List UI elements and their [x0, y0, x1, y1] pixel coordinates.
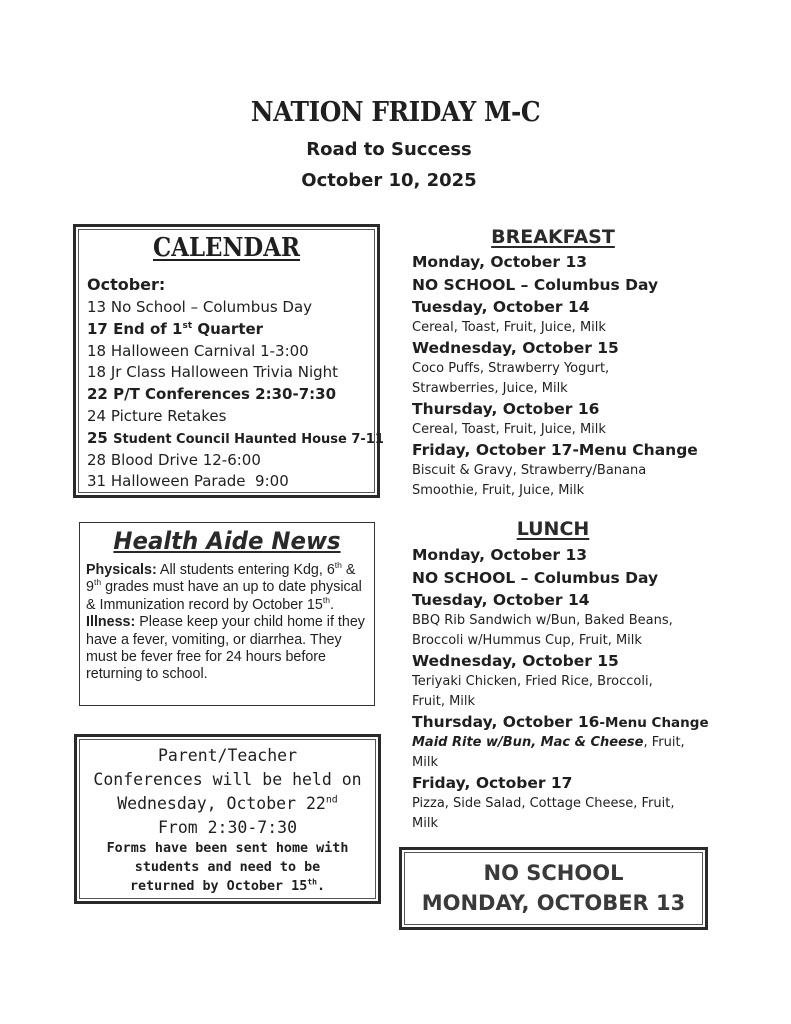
calendar-event: 17 End of 1st Quarter [87, 319, 264, 338]
lunch-menu [412, 545, 712, 834]
menu-day: NO SCHOOL – Columbus Day [412, 569, 659, 587]
pt-line: returned by October 15th. [129, 877, 326, 894]
pt-line: Parent/Teacher [157, 746, 298, 765]
page-subtitle: Road to Success [306, 139, 472, 160]
no-school-line: MONDAY, OCTOBER 13 [421, 891, 686, 915]
pt-line: Conferences will be held on [93, 770, 362, 789]
menu-items: Cereal, Toast, Fruit, Juice, Milk [412, 320, 606, 335]
calendar-title: CALENDAR [152, 233, 301, 263]
parent-teacher-box [74, 734, 381, 904]
calendar-event: 22 P/T Conferences 2:30-7:30 [87, 385, 337, 404]
pt-line: From 2:30-7:30 [157, 818, 298, 837]
menu-day: NO SCHOOL – Columbus Day [412, 276, 659, 294]
illness-text: Please keep your child home if they have a fever, vomiting, or diarrhea. They must be fever free for 24 hours before returning to school. [86, 614, 365, 683]
menu-items: Cereal, Toast, Fruit, Juice, Milk [412, 422, 606, 437]
menu-day: Friday, October 17 [412, 774, 573, 792]
calendar-event: 13 No School – Columbus Day [87, 298, 313, 316]
pt-forms-text [77, 839, 378, 896]
calendar-box [73, 224, 384, 498]
pt-line: Wednesday, October 22nd [117, 794, 338, 813]
menu-items-rest: , Fruit, Milk [412, 735, 685, 770]
lunch-title: LUNCH [516, 518, 590, 540]
menu-items: BBQ Rib Sandwich w/Bun, Baked Beans, Broccoli w/Hummus Cup, Fruit, Milk [412, 613, 673, 648]
calendar-event: 28 Blood Drive 12-6:00 [87, 450, 261, 469]
calendar-month: October: [87, 275, 166, 294]
page-title: NATION FRIDAY M-C [250, 97, 541, 128]
menu-items: Biscuit & Gravy, Strawberry/Banana Smoothie, Fruit, Juice, Milk [412, 463, 647, 498]
health-title: Health Aide News [113, 527, 341, 555]
menu-day: Tuesday, October 14 [412, 591, 590, 609]
breakfast-menu [412, 252, 712, 501]
health-aide-box [79, 522, 375, 706]
menu-day: Tuesday, October 14 [412, 298, 590, 316]
calendar-event: 18 Halloween Carnival 1-3:00 [87, 341, 309, 360]
calendar-event: 25 Student Council Haunted House 7-11 [87, 428, 384, 447]
health-text [86, 562, 370, 684]
breakfast-title: BREAKFAST [491, 226, 615, 248]
menu-day: Friday, October 17-Menu Change [412, 441, 698, 459]
menu-day [412, 712, 712, 733]
menu-day-label: Thursday, October 16 [412, 713, 600, 731]
illness-label: Illness: [86, 614, 136, 631]
pt-line: students and need to be [134, 860, 321, 875]
calendar-event: 24 Picture Retakes [87, 406, 227, 425]
calendar-event: 18 Jr Class Halloween Trivia Night [87, 363, 339, 382]
physicals-label: Physicals: [86, 562, 157, 578]
menu-day: Monday, October 13 [412, 253, 588, 271]
no-school-text [402, 858, 705, 918]
menu-day: Wednesday, October 15 [412, 339, 619, 357]
calendar-list [87, 297, 384, 493]
menu-change-note: -Menu Change [599, 715, 709, 731]
pt-line: Forms have been sent home with [106, 841, 349, 856]
menu-day: Thursday, October 16 [412, 400, 600, 418]
menu-items [412, 733, 692, 773]
menu-items: Pizza, Side Salad, Cottage Cheese, Fruit, Milk [412, 796, 675, 831]
menu-day: Wednesday, October 15 [412, 652, 619, 670]
physicals-text: All students entering Kdg, 6th & 9th grades must have an up to date physical & Immunization record by October 15th. [86, 560, 362, 613]
calendar-event: 31 Halloween Parade 9:00 [87, 472, 289, 491]
menu-day: Monday, October 13 [412, 546, 588, 564]
menu-items: Coco Puffs, Strawberry Yogurt, Strawberries, Juice, Milk [412, 361, 610, 396]
pt-main-text [77, 744, 378, 840]
menu-items-emph: Maid Rite w/Bun, Mac & Cheese [412, 735, 644, 750]
menu-items: Teriyaki Chicken, Fried Rice, Broccoli, Fruit, Milk [412, 674, 653, 709]
no-school-box [399, 847, 708, 930]
page-date: October 10, 2025 [301, 170, 477, 191]
no-school-line: NO SCHOOL [483, 861, 624, 885]
